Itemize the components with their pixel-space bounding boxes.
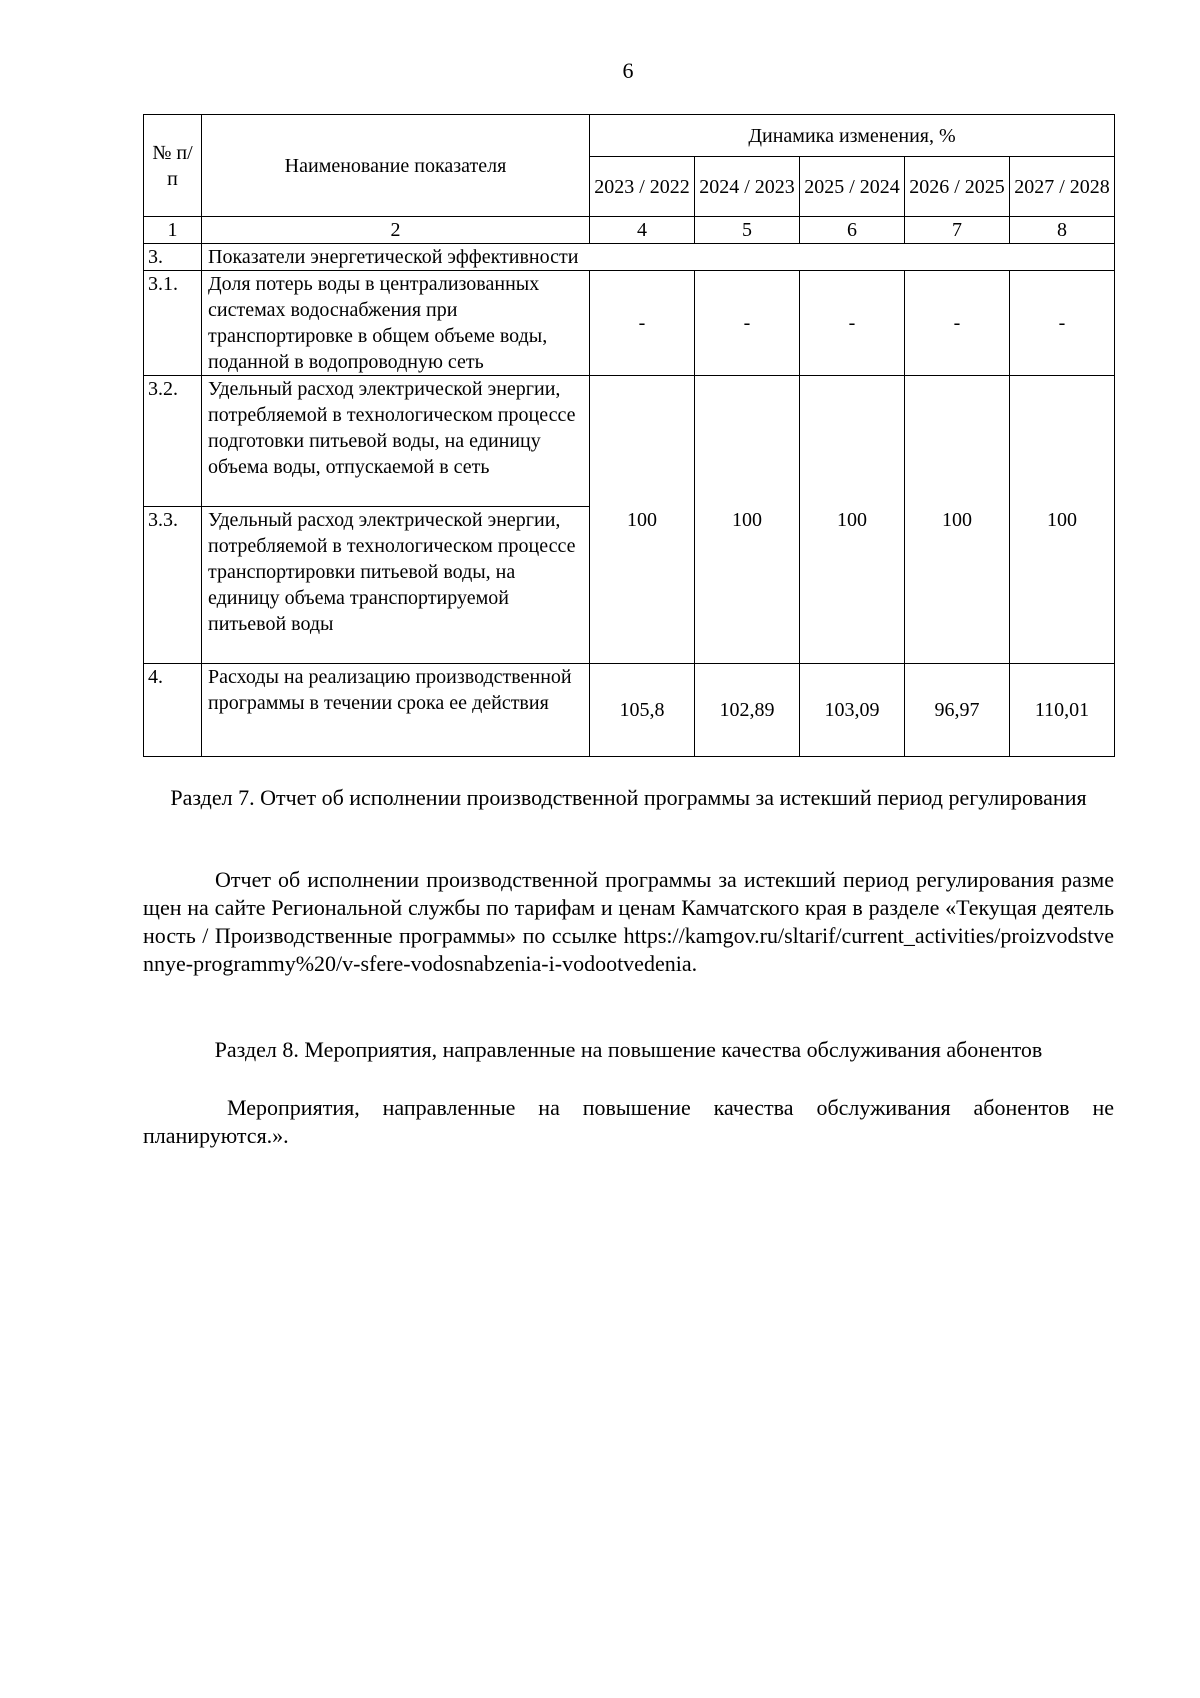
column-index: 6 <box>800 217 905 244</box>
header-year: 2026 / 2025 <box>905 157 1010 217</box>
value-cell: - <box>1010 271 1115 376</box>
column-index-row <box>144 217 1115 244</box>
value-cell: - <box>590 271 695 376</box>
row-number: 3.2. <box>144 376 202 507</box>
value-cell: 100 <box>800 376 905 664</box>
indicators-table <box>143 114 1115 757</box>
row-number: 4. <box>144 664 202 757</box>
section-8-title: Раздел 8. Мероприятия, направленные на повышение качества обслуживания абонентов <box>214 1037 1043 1062</box>
row-number: 3.1. <box>144 271 202 376</box>
section-7-text <box>143 866 1114 978</box>
value-cell: 110,01 <box>1010 664 1115 757</box>
table-row <box>144 244 1115 271</box>
value-cell: 105,8 <box>590 664 695 757</box>
header-num-col: № п/п <box>144 115 202 217</box>
header-name-col: Наименование показателя <box>202 115 590 217</box>
header-year: 2027 / 2028 <box>1010 157 1115 217</box>
column-index: 5 <box>695 217 800 244</box>
value-cell: - <box>905 271 1010 376</box>
value-cell: 100 <box>695 376 800 664</box>
header-dynamics: Динамика изменения, % <box>590 115 1115 157</box>
page-number: 6 <box>622 58 634 83</box>
value-cell: 100 <box>1010 376 1115 664</box>
value-cell: 100 <box>905 376 1010 664</box>
table-row <box>144 664 1115 757</box>
section-7-title: Раздел 7. Отчет об исполнении производственной программы за истекший период регулирования <box>170 785 1087 810</box>
column-index: 2 <box>202 217 590 244</box>
value-cell: - <box>800 271 905 376</box>
value-cell: - <box>695 271 800 376</box>
section-8-text <box>143 1094 1114 1150</box>
section-8-paragraph: Мероприятия, направленные на повышение качества обслуживания абонентов не планируются.». <box>143 1095 1114 1148</box>
row-number: 3.3. <box>144 507 202 664</box>
value-cell: 100 <box>590 376 695 664</box>
indicator-name: Расходы на реализацию производственной программы в течении срока ее действия <box>202 664 590 757</box>
header-year: 2025 / 2024 <box>800 157 905 217</box>
column-index: 8 <box>1010 217 1115 244</box>
column-index: 4 <box>590 217 695 244</box>
table-row <box>144 271 1115 376</box>
row-number: 3. <box>144 244 202 271</box>
indicator-name: Доля потерь воды в централизованных системах водоснабжения при транспортировке в общем объеме воды, поданной в водопроводную сеть <box>202 271 590 376</box>
value-cell: 103,09 <box>800 664 905 757</box>
header-year: 2024 / 2023 <box>695 157 800 217</box>
indicator-name: Удельный расход электрической энергии, потребляемой в технологическом процессе подготовки питьевой воды, на единицу объема воды, отпускаемой в сеть <box>202 376 590 507</box>
column-index: 1 <box>144 217 202 244</box>
section-heading: Показатели энергетической эффективности <box>202 244 1115 271</box>
header-year: 2023 / 2022 <box>590 157 695 217</box>
value-cell: 102,89 <box>695 664 800 757</box>
table-row <box>144 376 1115 507</box>
column-index: 7 <box>905 217 1010 244</box>
value-cell: 96,97 <box>905 664 1010 757</box>
indicator-name: Удельный расход электрической энергии, потребляемой в технологическом процессе транспортировки питьевой воды, на единицу объема транспортируемой питьевой воды <box>202 507 590 664</box>
section-7-paragraph: Отчет об исполнении производственной программы за истекший период регулирования размещен на сайте Региональной службы по тарифам и ценам Камчатского края в разделе «Текущая деятельность / Производственные программы» по ссылке https://kamgov.ru/sltarif/current_activities/proizvodstvennye-programmy%20/v-sfere-vodosnabzenia-i-vodootvedenia. <box>143 867 1114 976</box>
